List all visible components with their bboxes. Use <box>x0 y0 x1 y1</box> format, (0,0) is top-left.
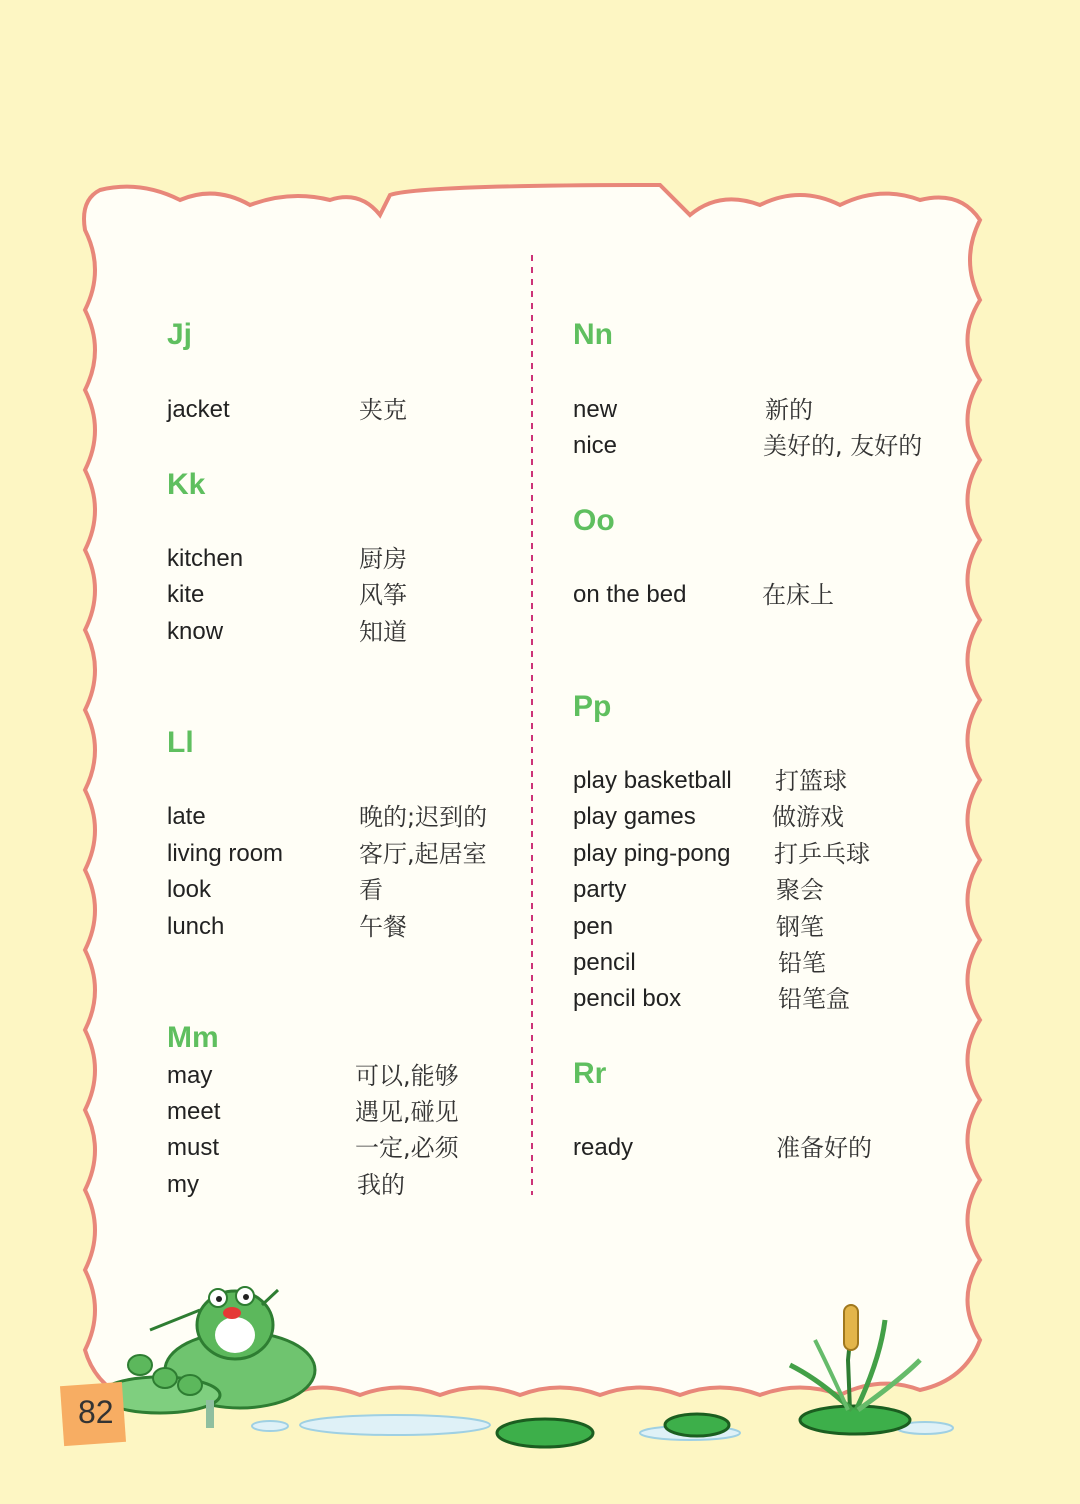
letter-heading-mm: Mm <box>167 1021 219 1054</box>
word-english: look <box>167 876 212 903</box>
word-chinese: 新的 <box>765 396 813 424</box>
letter-heading-nn: Nn <box>573 318 613 351</box>
word-chinese: 钢笔 <box>776 913 824 941</box>
word-english: must <box>167 1134 220 1161</box>
word-chinese: 聚会 <box>776 876 824 904</box>
word-chinese: 风筝 <box>359 581 407 609</box>
word-chinese: 在床上 <box>762 581 834 609</box>
word-chinese: 美好的, 友好的 <box>763 432 923 460</box>
word-chinese: 看 <box>359 876 383 904</box>
word-english: kite <box>167 581 205 608</box>
word-chinese: 夹克 <box>359 396 407 424</box>
word-chinese: 遇见,碰见 <box>355 1098 459 1126</box>
word-english: kitchen <box>167 545 244 572</box>
word-english: jacket <box>167 396 230 423</box>
letter-heading-kk: Kk <box>167 468 206 501</box>
letter-heading-ll: Ll <box>167 726 194 759</box>
word-english: ready <box>573 1134 634 1161</box>
word-english: party <box>573 876 627 903</box>
word-chinese: 一定,必须 <box>355 1134 459 1162</box>
letter-heading-oo: Oo <box>573 504 615 537</box>
word-english: lunch <box>167 913 225 940</box>
word-chinese: 铅笔盒 <box>778 985 850 1013</box>
word-chinese: 我的 <box>357 1171 405 1199</box>
word-english: may <box>167 1062 213 1089</box>
word-chinese: 厨房 <box>359 545 407 573</box>
letter-heading-pp: Pp <box>573 690 612 723</box>
word-chinese: 做游戏 <box>772 803 844 831</box>
letter-heading-rr: Rr <box>573 1057 607 1090</box>
word-chinese: 客厅,起居室 <box>359 840 487 868</box>
word-chinese: 午餐 <box>359 913 407 941</box>
word-english: play ping-pong <box>573 840 731 867</box>
word-chinese: 准备好的 <box>776 1134 872 1162</box>
word-english: late <box>167 803 206 830</box>
word-english: play games <box>573 803 696 830</box>
word-english: meet <box>167 1098 221 1125</box>
word-chinese: 知道 <box>359 618 407 646</box>
page-number: 82 <box>78 1394 114 1430</box>
word-english: my <box>167 1171 199 1198</box>
word-chinese: 铅笔 <box>778 949 826 977</box>
word-english: know <box>167 618 224 645</box>
word-english: pen <box>573 913 614 940</box>
word-chinese: 可以,能够 <box>355 1062 459 1090</box>
word-english: pencil box <box>573 985 682 1012</box>
word-chinese: 晚的;迟到的 <box>359 803 488 831</box>
word-english: nice <box>573 432 618 459</box>
word-chinese: 打篮球 <box>775 767 847 795</box>
word-english: pencil <box>573 949 636 976</box>
letter-heading-jj: Jj <box>167 318 193 351</box>
word-chinese: 打乒乓球 <box>774 840 870 868</box>
lily-pad-icon <box>497 1414 729 1447</box>
word-english: on the bed <box>573 581 687 608</box>
word-english: play basketball <box>573 767 732 794</box>
word-english: new <box>573 396 618 423</box>
word-english: living room <box>167 840 284 867</box>
